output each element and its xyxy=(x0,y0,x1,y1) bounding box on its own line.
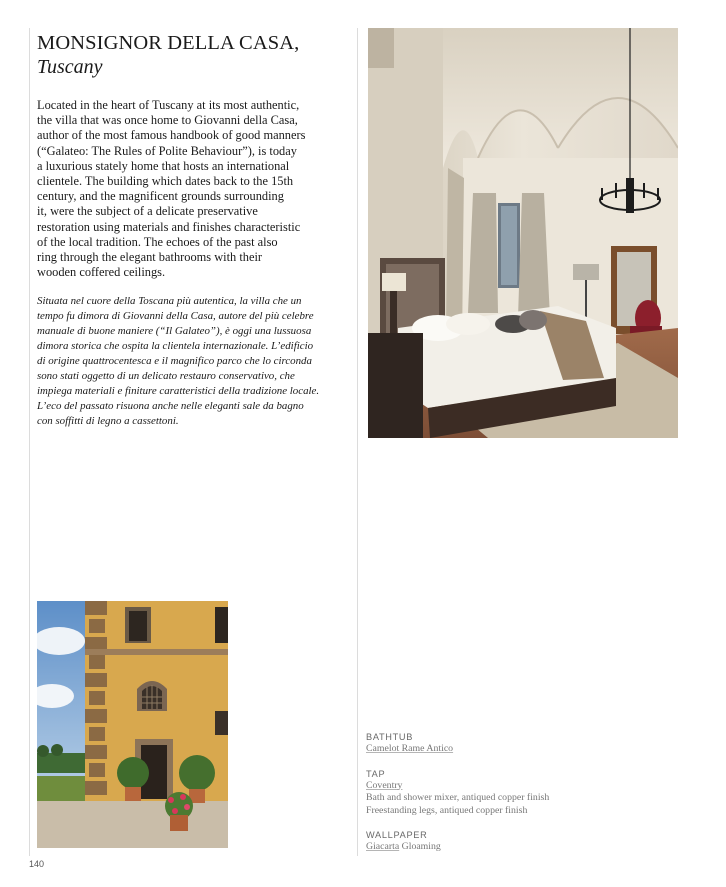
spec-wallpaper-label: WALLPAPER xyxy=(366,830,428,840)
spec-wallpaper xyxy=(366,829,666,854)
spec-tap xyxy=(366,768,666,818)
spec-tap-label: TAP xyxy=(366,768,386,779)
article-title: MONSIGNOR DELLA CASA, xyxy=(37,32,300,54)
wallpaper-product-name: Gloaming xyxy=(401,841,441,852)
column-divider-rule xyxy=(357,28,358,856)
italian-paragraph: Situata nel cuore della Toscana più autentica, la villa che un tempo fu dimora di Giovanni della Casa, autore del più celebre manuale di buone maniere (“Il Galateo”), è oggi una lussuosa dimora storica che ospita la clientela internazionale. L’edificio di origine quattrocentesca e il magnifico parco che lo circonda sono stati oggetto di un delicato restauro conservativo, che impiega materiali e finiture caratteristici della tradizione locale. L’eco del passato risuona anche nelle eleganti sale da bagno con soffitti di legno a cassettoni. xyxy=(37,295,320,427)
spec-bathtub xyxy=(366,731,666,756)
article-heading xyxy=(37,31,337,79)
page-number: 140 xyxy=(29,859,45,869)
product-specs xyxy=(366,731,666,866)
english-paragraph: Located in the heart of Tuscany at its most authentic, the villa that was once home to Giovanni della Casa, author of the most famous handbook of good manners (“Galateo: The Rules of Polite Behaviour”), is today a luxurious stately home that hosts an international clientele. The building which dates back to the 15th century, and the magnificent grounds surrounding it, were the subject of a delicate preservative restoration using materials and finishes characteristic of the local tradition. The echoes of the past also ring through the elegant bathrooms with their wooden coffered ceilings. xyxy=(37,98,306,280)
article-subtitle: Tuscany xyxy=(37,56,103,78)
bathtub-product-link[interactable]: Camelot Rame Antico xyxy=(366,743,454,754)
body-text-english xyxy=(37,98,327,280)
body-text-italian xyxy=(37,294,327,429)
spec-bathtub-label: BATHTUB xyxy=(366,732,414,742)
bedroom-photo xyxy=(368,28,678,438)
tap-description-1: Bath and shower mixer, antiqued copper finish xyxy=(366,792,550,803)
tap-product-link[interactable]: Coventry xyxy=(366,779,403,791)
wallpaper-brand-link[interactable]: Giacarta xyxy=(366,841,400,852)
tap-description-2: Freestanding legs, antiqued copper finish xyxy=(366,804,528,816)
left-margin-rule xyxy=(29,28,30,856)
villa-exterior-photo xyxy=(37,601,228,848)
